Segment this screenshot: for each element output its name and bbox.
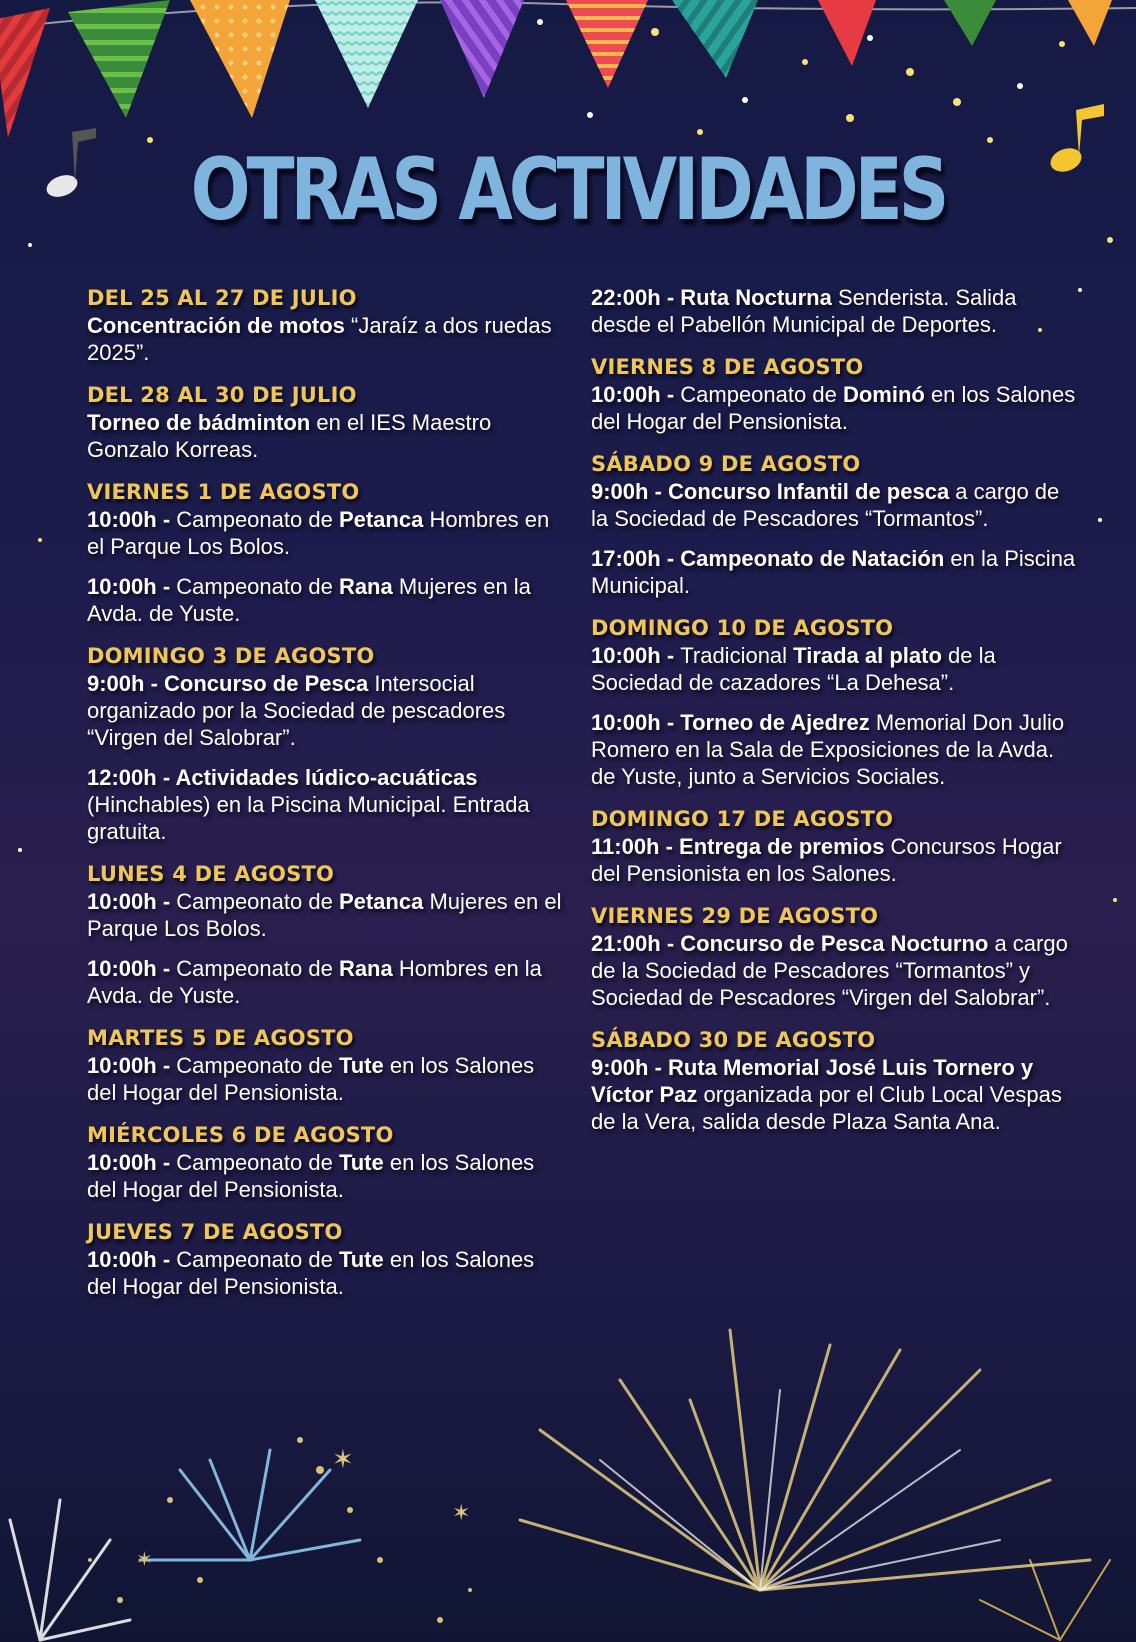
activity-text: Tradicional	[680, 643, 794, 668]
activity-text: Campeonato de	[176, 507, 339, 532]
schedule-section	[591, 450, 1081, 599]
activity-highlight: 10:00h -	[591, 382, 681, 407]
activity-highlight: Concentración de motos	[87, 313, 345, 338]
schedule-section	[87, 1218, 567, 1300]
activity-entry	[87, 764, 567, 845]
activity-entry	[87, 670, 567, 751]
activity-text: Campeonato de	[176, 1053, 339, 1078]
section-date: LUNES 4 DE AGOSTO	[87, 862, 335, 886]
activity-entry	[591, 284, 1081, 338]
activity-text: en los Salones del Hogar del Pensionista.	[87, 1150, 535, 1202]
schedule-section	[591, 902, 1081, 1011]
bunting-flags	[0, 0, 1112, 138]
section-date: DOMINGO 17 DE AGOSTO	[591, 807, 894, 831]
activity-highlight: 17:00h - Campeonato de Natación	[591, 546, 945, 571]
activity-highlight: Petanca	[338, 507, 424, 532]
activity-highlight: 10:00h -	[87, 574, 177, 599]
activity-highlight: 10:00h -	[87, 1247, 177, 1272]
schedule-section	[591, 353, 1081, 435]
activity-entry	[591, 381, 1081, 435]
schedule-section	[87, 642, 567, 845]
activity-text: a cargo de la Sociedad de Pescadores “Tormantos”.	[591, 479, 1060, 531]
svg-text:✶: ✶	[452, 1501, 471, 1526]
schedule-section	[591, 1026, 1081, 1135]
activity-text: Campeonato de	[176, 956, 339, 981]
activity-text: a cargo de la Sociedad de Pescadores “Tormantos” y Sociedad de Pescadores “Virgen del Salobrar”.	[591, 931, 1068, 1010]
page-title: OTRAS ACTIVIDADES	[190, 140, 946, 240]
schedule-section	[87, 381, 567, 463]
activity-highlight: 22:00h - Ruta Nocturna	[591, 285, 832, 310]
schedule-section	[87, 284, 567, 366]
activity-text: Campeonato de	[680, 382, 843, 407]
section-date: VIERNES 29 DE AGOSTO	[591, 904, 879, 928]
section-date: SÁBADO 9 DE AGOSTO	[591, 452, 861, 476]
activity-entry	[591, 478, 1081, 532]
schedule-section	[591, 284, 1081, 338]
activity-entry	[87, 409, 567, 463]
activity-highlight: 10:00h -	[87, 1150, 177, 1175]
activity-entry	[87, 573, 567, 627]
activity-text: Memorial Don Julio Romero en la Sala de Exposiciones de la Avda. de Yuste, junto a Servicios Sociales.	[591, 710, 1065, 789]
activity-highlight: Torneo de bádminton	[87, 410, 311, 435]
activity-text: (Hinchables) en la Piscina Municipal. Entrada gratuita.	[87, 792, 530, 844]
activity-text: Mujeres en el Parque Los Bolos.	[87, 889, 562, 941]
activity-text: Hombres en el Parque Los Bolos.	[87, 507, 550, 559]
activity-highlight: 12:00h - Actividades lúdico-acuáticas	[87, 765, 478, 790]
section-date: DOMINGO 10 DE AGOSTO	[591, 616, 894, 640]
left-column	[87, 284, 567, 1315]
activity-text: “Jaraíz a dos ruedas 2025”.	[87, 313, 552, 365]
activity-highlight: 10:00h -	[87, 889, 177, 914]
activity-highlight: Tute	[338, 1053, 384, 1078]
activity-text: en los Salones del Hogar del Pensionista.	[87, 1053, 535, 1105]
activity-highlight: Dominó	[842, 382, 925, 407]
right-column	[591, 284, 1081, 1150]
activity-text: en los Salones del Hogar del Pensionista.	[591, 382, 1076, 434]
activity-entry	[87, 1246, 567, 1300]
activity-highlight: Rana	[338, 574, 393, 599]
activity-text: Campeonato de	[176, 1150, 339, 1175]
activity-entry	[591, 545, 1081, 599]
activity-text: Campeonato de	[176, 889, 339, 914]
activity-text: Mujeres en la Avda. de Yuste.	[87, 574, 531, 626]
section-date: VIERNES 8 DE AGOSTO	[591, 355, 864, 379]
activity-entry	[87, 955, 567, 1009]
activity-entry	[87, 1149, 567, 1203]
activity-entry	[87, 312, 567, 366]
activity-highlight: 10:00h -	[591, 643, 681, 668]
section-date: MIÉRCOLES 6 DE AGOSTO	[87, 1123, 394, 1147]
fireworks	[10, 1330, 1110, 1640]
activity-entry	[87, 1052, 567, 1106]
activity-text: Hombres en la Avda. de Yuste.	[87, 956, 542, 1008]
section-date: SÁBADO 30 DE AGOSTO	[591, 1028, 876, 1052]
section-date: JUEVES 7 DE AGOSTO	[87, 1220, 343, 1244]
schedule-section	[591, 805, 1081, 887]
section-date: DEL 25 AL 27 DE JULIO	[87, 286, 357, 310]
activity-text: en la Piscina Municipal.	[591, 546, 1076, 598]
activity-highlight: 10:00h - Torneo de Ajedrez	[591, 710, 870, 735]
activity-highlight: 9:00h - Concurso de Pesca	[87, 671, 369, 696]
activity-highlight: 21:00h - Concurso de Pesca Nocturno	[591, 931, 989, 956]
section-date: DOMINGO 3 DE AGOSTO	[87, 644, 375, 668]
activity-entry	[87, 506, 567, 560]
activity-text: Campeonato de	[176, 1247, 339, 1272]
schedule-section	[87, 1121, 567, 1203]
activity-highlight: 11:00h - Entrega de premios	[591, 834, 885, 859]
activity-entry	[591, 642, 1081, 696]
svg-text:✶: ✶	[136, 1547, 153, 1571]
svg-text:✶: ✶	[332, 1445, 354, 1475]
section-date: VIERNES 1 DE AGOSTO	[87, 480, 360, 504]
activity-text: de la Sociedad de cazadores “La Dehesa”.	[591, 643, 996, 695]
activity-highlight: Rana	[338, 956, 393, 981]
activity-text: organizada por el Club Local Vespas de la Vera, salida desde Plaza Santa Ana.	[591, 1082, 1062, 1134]
music-note-icon	[1047, 104, 1104, 176]
music-note-icon	[44, 128, 96, 201]
section-date: MARTES 5 DE AGOSTO	[87, 1026, 354, 1050]
activity-entry	[591, 1054, 1081, 1135]
activity-text: Campeonato de	[176, 574, 339, 599]
activity-highlight: Petanca	[338, 889, 424, 914]
schedule-section	[591, 614, 1081, 790]
activity-highlight: 9:00h - Concurso Infantil de pesca	[591, 479, 950, 504]
schedule-section	[87, 1024, 567, 1106]
activity-entry	[87, 888, 567, 942]
schedule-section	[87, 478, 567, 627]
activity-text: Concursos Hogar del Pensionista en los Salones.	[591, 834, 1062, 886]
activity-entry	[591, 930, 1081, 1011]
activity-highlight: 10:00h -	[87, 1053, 177, 1078]
activity-entry	[591, 709, 1081, 790]
activity-highlight: Tute	[338, 1247, 384, 1272]
activity-highlight: Tirada al plato	[793, 643, 942, 668]
activity-text: Senderista. Salida desde el Pabellón Municipal de Deportes.	[591, 285, 1017, 337]
activity-highlight: Tute	[338, 1150, 384, 1175]
activity-text: en los Salones del Hogar del Pensionista.	[87, 1247, 535, 1299]
activity-highlight: 10:00h -	[87, 956, 177, 981]
activity-highlight: 9:00h - Ruta Memorial José Luis Tornero y Víctor Paz	[591, 1055, 1034, 1107]
activity-text: en el IES Maestro Gonzalo Korreas.	[87, 410, 492, 462]
activity-text: Intersocial organizado por la Sociedad de pescadores “Virgen del Salobrar”.	[87, 671, 506, 750]
section-date: DEL 28 AL 30 DE JULIO	[87, 383, 357, 407]
activity-entry	[591, 833, 1081, 887]
activity-highlight: 10:00h -	[87, 507, 177, 532]
schedule-section	[87, 860, 567, 1009]
